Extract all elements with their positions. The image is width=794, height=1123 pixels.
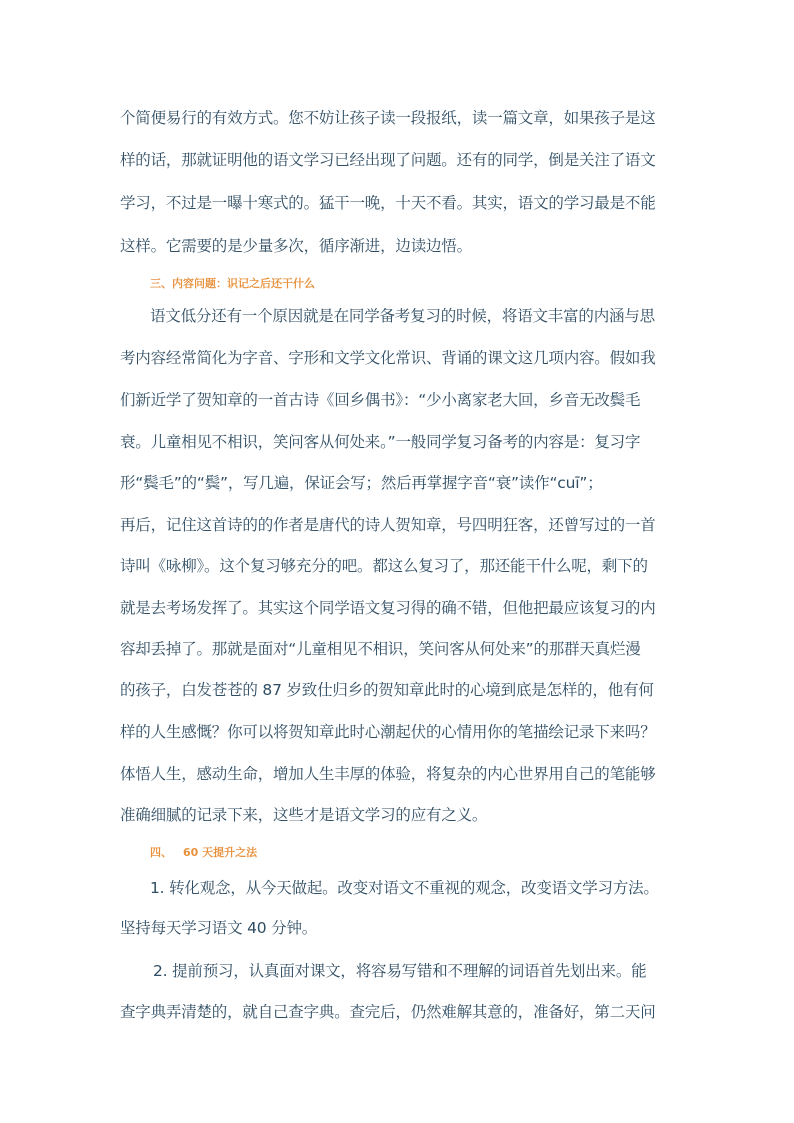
body-text-line: 样的话，那就证明他的语文学习已经出现了问题。还有的同学，倒是关注了语文 bbox=[120, 151, 656, 169]
body-text-line: 形“鬓毛”的“鬓”，写几遍，保证会写；然后再掌握字音“衰”读作“cuī”； bbox=[120, 474, 603, 492]
body-text-line: 就是去考场发挥了。其实这个同学语文复习得的确不错，但他把最应该复习的内 bbox=[120, 599, 656, 617]
body-text-line: 样的人生感慨？你可以将贺知章此时心潮起伏的心情用你的笔描绘记录下来吗？ bbox=[120, 723, 656, 741]
section-heading-4-text: 60 天提升之法 bbox=[183, 846, 258, 859]
body-text-line: 们新近学了贺知章的一首古诗《回乡偶书》：“少小离家老大回，乡音无改鬓毛 bbox=[120, 391, 641, 409]
body-text-line: 体悟人生，感动生命，增加人生丰厚的体验，将复杂的内心世界用自己的笔能够 bbox=[120, 765, 656, 783]
body-text-line: 考内容经常简化为字音、字形和文学文化常识、背诵的课文这几项内容。假如我 bbox=[120, 349, 656, 367]
list-item-2-line: 2. 提前预习，认真面对课文，将容易写错和不理解的词语首先划出来。能 bbox=[153, 962, 647, 980]
body-text-line: 语文低分还有一个原因就是在同学备考复习的时候，将语文丰富的内涵与思 bbox=[150, 307, 655, 325]
body-text-line: 衰。儿童相见不相识，笑问客从何处来。”一般同学复习备考的内容是：复习字 bbox=[120, 433, 641, 451]
body-text-line: 这样。它需要的是少量多次，循序渐进，边读边悟。 bbox=[120, 237, 472, 255]
body-text-line: 容却丢掉了。那就是面对“儿童相见不相识，笑问客从何处来”的那群天真烂漫 bbox=[120, 640, 641, 658]
body-text-line: 诗叫《咏柳》。这个复习够充分的吧。都这么复习了，那还能干什么呢，剩下的 bbox=[120, 557, 648, 575]
body-text-line: 的孩子，白发苍苍的 87 岁致仕归乡的贺知章此时的心境到底是怎样的，他有何 bbox=[120, 681, 654, 699]
body-text-line: 准确细腻的记录下来，这些才是语文学习的应有之义。 bbox=[120, 806, 488, 824]
body-text-line: 再后，记住这首诗的的作者是唐代的诗人贺知章，号四明狂客，还曾写过的一首 bbox=[120, 516, 656, 534]
list-item-2-line: 查字典弄清楚的，就自己查字典。查完后，仍然难解其意的，准备好，第二天问 bbox=[120, 1003, 656, 1021]
list-item-1-line: 坚持每天学习语文 40 分钟。 bbox=[120, 919, 318, 937]
body-text-line: 学习，不过是一曝十寒式的。猛干一晚，十天不看。其实，语文的学习最是不能 bbox=[120, 194, 656, 212]
list-item-1-line: 1. 转化观念，从今天做起。改变对语文不重视的观念，改变语文学习方法。 bbox=[150, 879, 659, 897]
section-heading-3: 三、内容问题：识记之后还干什么 bbox=[150, 277, 315, 290]
section-heading-4-number: 四、 bbox=[150, 846, 172, 859]
body-text-line: 个简便易行的有效方式。您不妨让孩子读一段报纸，读一篇文章，如果孩子是这 bbox=[120, 109, 656, 127]
